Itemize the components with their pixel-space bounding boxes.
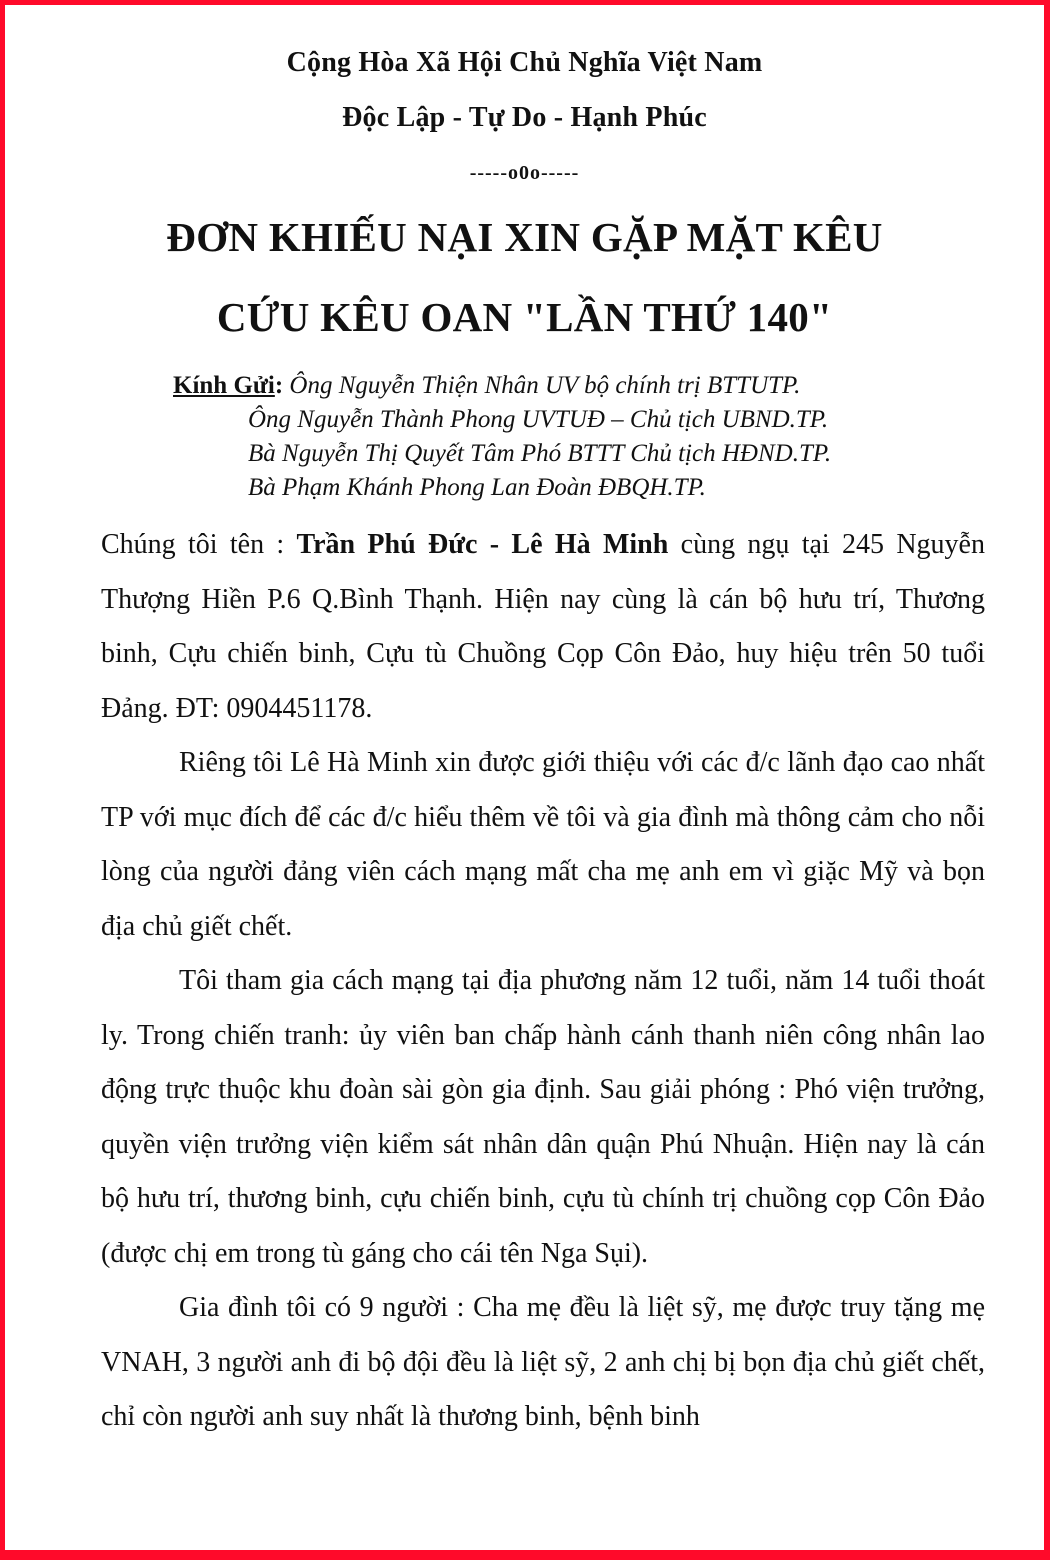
recipient: Bà Nguyễn Thị Quyết Tâm Phó BTTT Chủ tịch HĐND.TP. [248,440,832,467]
petitioner-names: Trần Phú Đức - Lê Hà Minh [296,529,669,560]
document-title-line-1: ĐƠN KHIẾU NẠI XIN GẶP MẶT KÊU [166,214,883,260]
document-body [101,518,985,1445]
document-page [5,5,1044,1550]
intro-prefix: Chúng tôi tên : [101,529,297,560]
recipient: Ông Nguyễn Thiện Nhân UV bộ chính trị BTTUTP. [289,372,801,399]
paragraph-introduction [101,518,985,736]
recipients-label: Kính Gửi [173,372,275,399]
paragraph-family: Gia đình tôi có 9 người : Cha mẹ đều là liệt sỹ, mẹ được truy tặng mẹ VNAH, 3 người anh đi bộ đội đều là liệt sỹ, 2 anh chị bị bọn địa chủ giết chết, chỉ còn người anh suy nhất là thương binh, bệnh binh [101,1292,985,1432]
recipients-colon: : [274,372,284,399]
paragraph-career: Tôi tham gia cách mạng tại địa phương năm 12 tuổi, năm 14 tuổi thoát ly. Trong chiến tranh: ủy viên ban chấp hành cánh thanh niên công nhân lao động trực thuộc khu đoàn sài gòn gia định. Sau giải phóng : Phó viện trưởng, quyền viện trưởng viện kiểm sát nhân dân quận Phú Nhuận. Hiện nay là cán bộ hưu trí, thương binh, cựu chiến binh, cựu tù chính trị chuồng cọp Côn Đảo (được chị em trong tù gáng cho cái tên Nga Sụi). [101,965,985,1269]
header-divider: -----o0o----- [469,162,580,184]
national-motto-line-2: Độc Lập - Tự Do - Hạnh Phúc [342,102,707,133]
intro-rest: cùng ngụ tại 245 Nguyễn Thượng Hiền P.6 Q.Bình Thạnh. Hiện nay cùng là cán bộ hưu trí, Thương binh, Cựu chiến binh, Cựu tù Chuồng Cọp Côn Đảo, huy hiệu trên 50 tuổi Đảng. ĐT: 0904451178. [101,529,985,724]
paragraph-self-introduction: Riêng tôi Lê Hà Minh xin được giới thiệu với các đ/c lãnh đạo cao nhất TP với mục đích để các đ/c hiểu thêm về tôi và gia đình mà thông cảm cho nỗi lòng của người đảng viên cách mạng mất cha mẹ anh em vì giặc Mỹ và bọn địa chủ giết chết. [101,747,985,942]
recipient-line-1 [173,369,831,403]
document-title-line-2: CỨU KÊU OAN "LẦN THỨ 140" [216,294,833,340]
recipient: Bà Phạm Khánh Phong Lan Đoàn ĐBQH.TP. [248,474,706,501]
national-motto-line-1: Cộng Hòa Xã Hội Chủ Nghĩa Việt Nam [286,47,763,78]
recipient: Ông Nguyễn Thành Phong UVTUĐ – Chủ tịch UBND.TP. [248,406,829,433]
recipients-block [173,369,831,505]
